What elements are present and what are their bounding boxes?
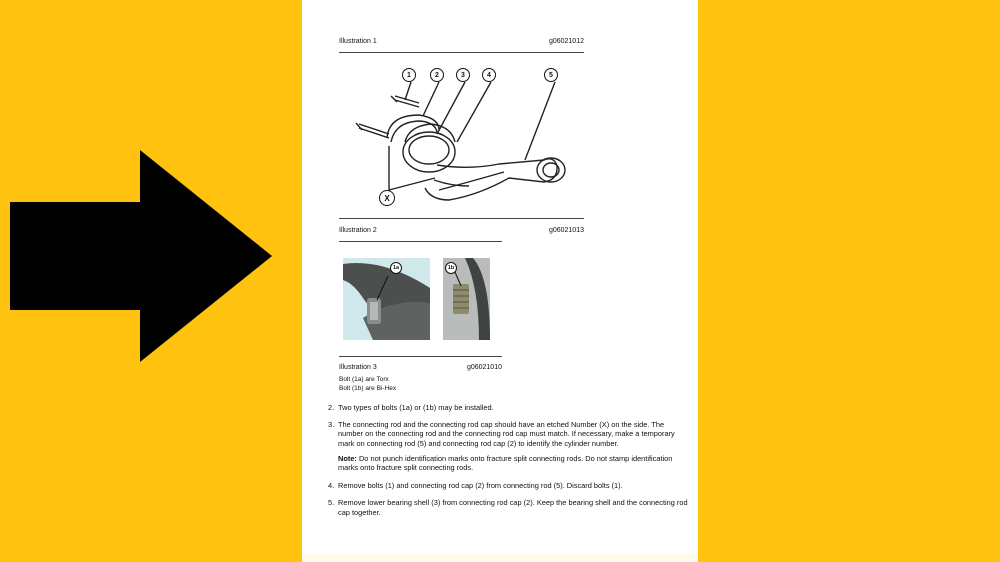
step-2: [328, 403, 688, 412]
bolt-upper: [391, 96, 419, 107]
procedure-steps: [328, 403, 688, 525]
illustration-3-code: g06021010: [466, 364, 502, 371]
step-5: [328, 498, 688, 516]
illustration-3-caption: [339, 364, 502, 371]
note: [338, 454, 688, 472]
step-number: 2.: [328, 403, 335, 412]
illustration-2-caption: [339, 227, 584, 234]
bolt-lower: [356, 123, 389, 138]
callout-4: 4: [482, 68, 496, 82]
document-page: [302, 0, 698, 562]
step-number: 4.: [328, 481, 335, 491]
illustration-1-label: Illustration 1: [339, 38, 377, 45]
divider: [339, 218, 584, 219]
step-3: [328, 420, 688, 448]
step-text: The connecting rod and the connecting rod cap should have an etched Number (X) on the side. The number on the connecting rod and the connecting rod cap must match. If necessary, make a temporary mark on connecting rod (5) and connecting rod cap (2) to identify the cylinder number.: [338, 420, 675, 448]
callout-2: 2: [430, 68, 444, 82]
torx-bolt-photo: [343, 258, 430, 340]
callout-1a: 1a: [390, 262, 402, 274]
connecting-rod-exploded-diagram: [339, 60, 584, 212]
divider: [339, 52, 584, 53]
divider: [339, 241, 502, 242]
callout-1: 1: [402, 68, 416, 82]
callout-1b: 1b: [445, 262, 457, 274]
page-bottom-edge: [302, 554, 698, 562]
rod-cap: [387, 115, 439, 138]
step-number: 3.: [328, 420, 335, 430]
callout-x: X: [379, 190, 395, 206]
callout-5: 5: [544, 68, 558, 82]
torx-bolt-note: Bolt (1a) are Torx: [339, 376, 389, 383]
connecting-rod: [425, 159, 557, 200]
bi-hex-bolt-note: Bolt (1b) are Bi-Hex: [339, 385, 397, 392]
step-text: Two types of bolts (1a) or (1b) may be installed.: [338, 403, 494, 412]
illustration-1-code: g06021012: [548, 38, 584, 45]
step-text: Remove bolts (1) and connecting rod cap (2) from connecting rod (5). Discard bolts (1).: [338, 481, 623, 491]
illustration-2-code: g06021013: [548, 227, 584, 234]
illustration-2-label: Illustration 2: [339, 227, 377, 234]
note-label: Note:: [338, 453, 357, 463]
right-arrow-icon: [10, 150, 272, 362]
illustration-3-label: Illustration 3: [339, 364, 377, 371]
callout-3: 3: [456, 68, 470, 82]
note-text: Do not punch identification marks onto fracture split connecting rods. Do not stamp identification marks onto fracture split connecting rods.: [338, 453, 673, 473]
divider: [339, 356, 502, 357]
step-text: Remove lower bearing shell (3) from connecting rod cap (2). Keep the bearing shell and the connecting rod cap together.: [338, 498, 688, 517]
step-number: 5.: [328, 498, 335, 508]
illustration-1-caption: [339, 38, 584, 45]
step-4: [328, 481, 688, 490]
